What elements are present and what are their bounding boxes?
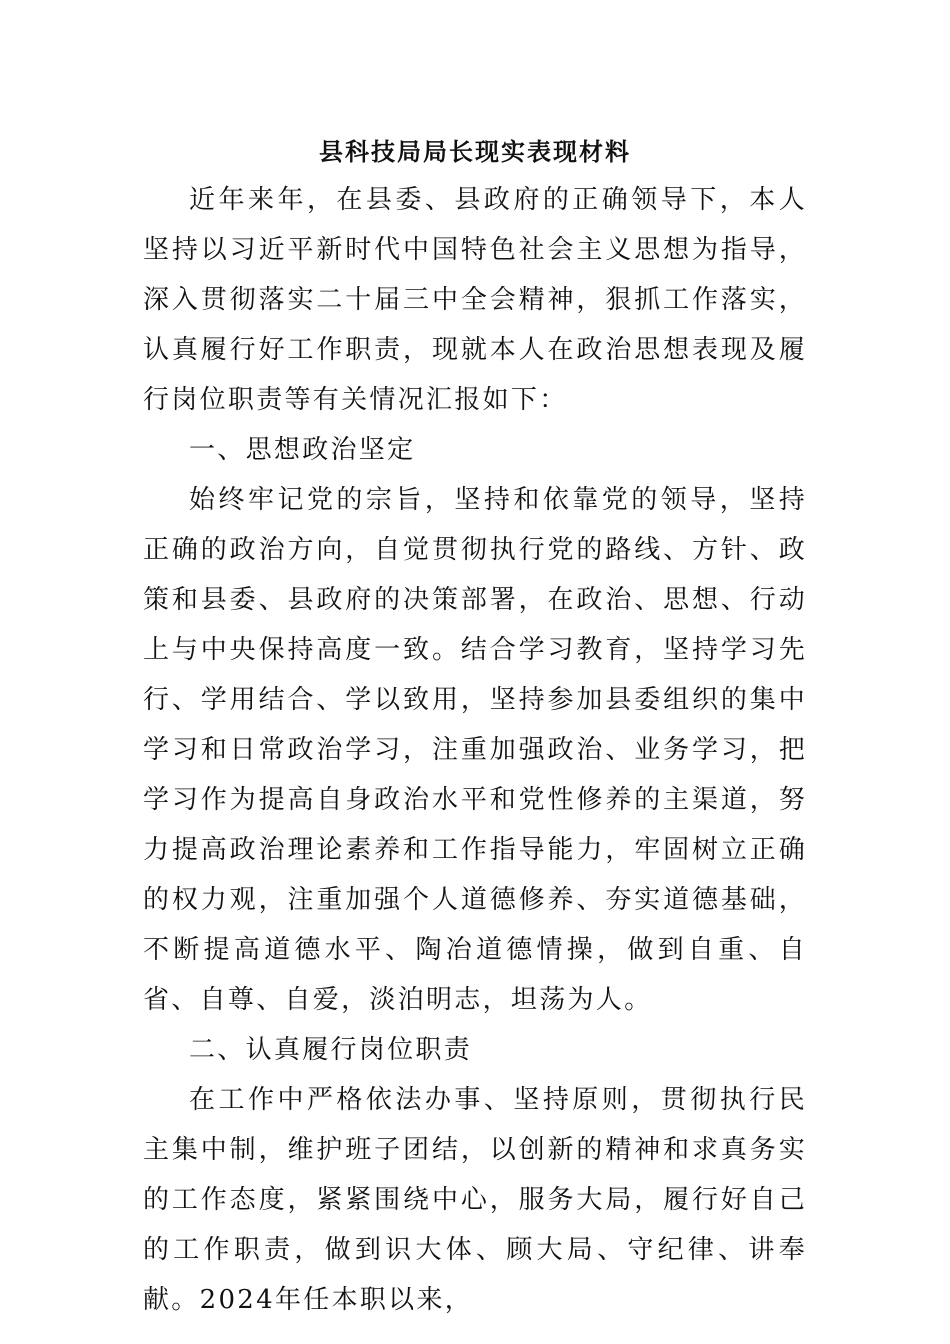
section-heading-2: 二、认真履行岗位职责 [189, 1035, 473, 1065]
document-body [143, 175, 807, 1325]
section-heading-1: 一、思想政治坚定 [189, 435, 416, 465]
section-body-1: 始终牢记党的宗旨，坚持和依靠党的领导，坚持正确的政治方向，自觉贯彻执行党的路线、方针、政策和县委、县政府的决策部署，在政治、思想、行动上与中央保持高度一致。结合学习教育，坚持学习先行、学用结合、学以致用，坚持参加县委组织的集中学习和日常政治学习，注重加强政治、业务学习，把学习作为提高自身政治水平和党性修养的主渠道，努力提高政治理论素养和工作指导能力，牢固树立正确的权力观，注重加强个人道德修养、夯实道德基础，不断提高道德水平、陶冶道德情操，做到自重、自省、自尊、自爱，淡泊明志，坦荡为人。 [143, 485, 807, 1015]
document-title: 县科技局局长现实表现材料 [319, 137, 631, 166]
section-body-2: 在工作中严格依法办事、坚持原则，贯彻执行民主集中制，维护班子团结，以创新的精神和求真务实的工作态度，紧紧围绕中心，服务大局，履行好自己的工作职责，做到识大体、顾大局、守纪律、讲奉献。2024年任本职以来， [143, 1085, 807, 1315]
intro-paragraph: 近年来年，在县委、县政府的正确领导下，本人坚持以习近平新时代中国特色社会主义思想为指导，深入贯彻落实二十届三中全会精神，狠抓工作落实，认真履行好工作职责，现就本人在政治思想表现及履行岗位职责等有关情况汇报如下： [143, 185, 807, 415]
